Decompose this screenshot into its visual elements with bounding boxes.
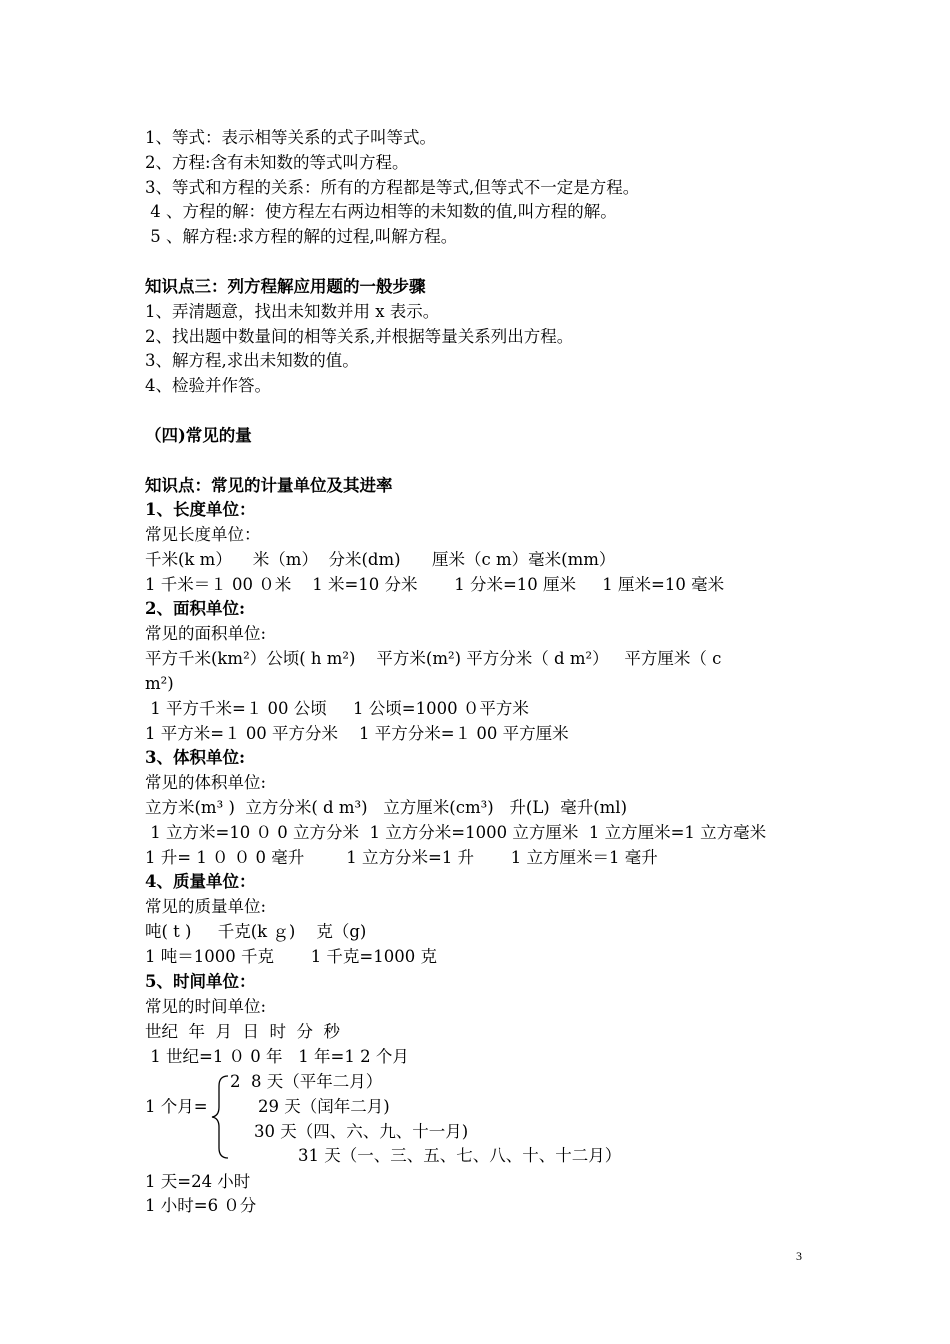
month-option: 29 天（闰年二月) xyxy=(258,1097,390,1116)
area-units: 平方千米(km²）公顷( h m²) 平方米(m²) 平方分米（ d m²） 平方厘米（ c xyxy=(145,649,722,668)
area-rates: 1 平方千米=１ 00 公顷 1 公顷=1000 ０平方米 xyxy=(145,699,529,718)
time-heading: 5、时间单位： xyxy=(145,972,256,991)
kp3-title: 知识点三：列方程解应用题的一般步骤 xyxy=(145,277,426,296)
length-rates: 1 千米＝１ 00 ０米 1 米=10 分米 1 分米=10 厘米 1 厘米=10 毫米 xyxy=(145,575,725,594)
time-rates: 1 世纪=1 ０ 0 年 1 年=1 2 个月 xyxy=(145,1047,409,1066)
area-rates: 1 平方米=１ 00 平方分米 1 平方分米=１ 00 平方厘米 xyxy=(145,724,569,743)
month-option: 2 8 天（平年二月） xyxy=(230,1072,383,1091)
length-intro: 常见长度单位： xyxy=(145,525,261,544)
volume-rates: 1 升= 1 ０ ０ 0 毫升 1 立方分米=1 升 1 立方厘米＝1 毫升 xyxy=(145,848,658,867)
area-heading: 2、面积单位: xyxy=(145,599,246,618)
day-rate: 1 天=24 小时 xyxy=(145,1172,251,1191)
mass-heading: 4、质量单位： xyxy=(145,872,256,891)
month-label: 1 个月= xyxy=(145,1097,208,1116)
mass-intro: 常见的质量单位: xyxy=(145,897,267,916)
kp3-step: 4、检验并作答。 xyxy=(145,376,271,395)
volume-intro: 常见的体积单位: xyxy=(145,773,267,792)
hour-rate: 1 小时=6 ０分 xyxy=(145,1196,257,1215)
area-intro: 常见的面积单位: xyxy=(145,624,267,643)
definition-equality: 1、等式：表示相等关系的式子叫等式。 xyxy=(145,128,436,147)
kp3-step: 3、解方程,求出未知数的值。 xyxy=(145,351,359,370)
volume-units: 立方米(m³ ) 立方分米( d m³) 立方厘米(cm³) 升(L) 毫升(ml) xyxy=(145,798,628,817)
left-brace-icon xyxy=(210,1074,232,1160)
month-option: 30 天（四、六、九、十一月) xyxy=(254,1122,469,1141)
length-heading: 1、长度单位： xyxy=(145,500,256,519)
mass-units: 吨( t ) 千克(k ｇ) 克（g) xyxy=(145,922,367,941)
page-number: 3 xyxy=(796,1249,802,1263)
definition-solution: 4 、方程的解：使方程左右两边相等的未知数的值,叫方程的解。 xyxy=(145,202,617,221)
section-title: （四)常见的量 xyxy=(145,426,252,445)
length-units: 千米(k m） 米（m） 分米(dm) 厘米（c m）毫米(mm） xyxy=(145,550,616,569)
definition-equation: 2、方程:含有未知数的等式叫方程。 xyxy=(145,153,409,172)
time-units: 世纪 年 月 日 时 分 秒 xyxy=(145,1022,340,1041)
time-intro: 常见的时间单位: xyxy=(145,997,267,1016)
kp-title: 知识点：常见的计量单位及其进率 xyxy=(145,476,393,495)
definition-solving: 5 、解方程:求方程的解的过程,叫解方程。 xyxy=(145,227,458,246)
mass-rates: 1 吨＝1000 千克 1 千克=1000 克 xyxy=(145,947,437,966)
definition-relation: 3、等式和方程的关系：所有的方程都是等式,但等式不一定是方程。 xyxy=(145,178,640,197)
kp3-step: 2、找出题中数量间的相等关系,并根据等量关系列出方程。 xyxy=(145,327,574,346)
volume-heading: 3、体积单位: xyxy=(145,748,246,767)
kp3-step: 1、弄清题意，找出未知数并用 x 表示。 xyxy=(145,302,440,321)
month-option: 31 天（一、三、五、七、八、十、十二月） xyxy=(298,1146,622,1165)
volume-rates: 1 立方米=10 ０ 0 立方分米 1 立方分米=1000 立方厘米 1 立方厘米=1 立方毫米 xyxy=(145,823,767,842)
area-units-cont: m²) xyxy=(145,674,174,693)
